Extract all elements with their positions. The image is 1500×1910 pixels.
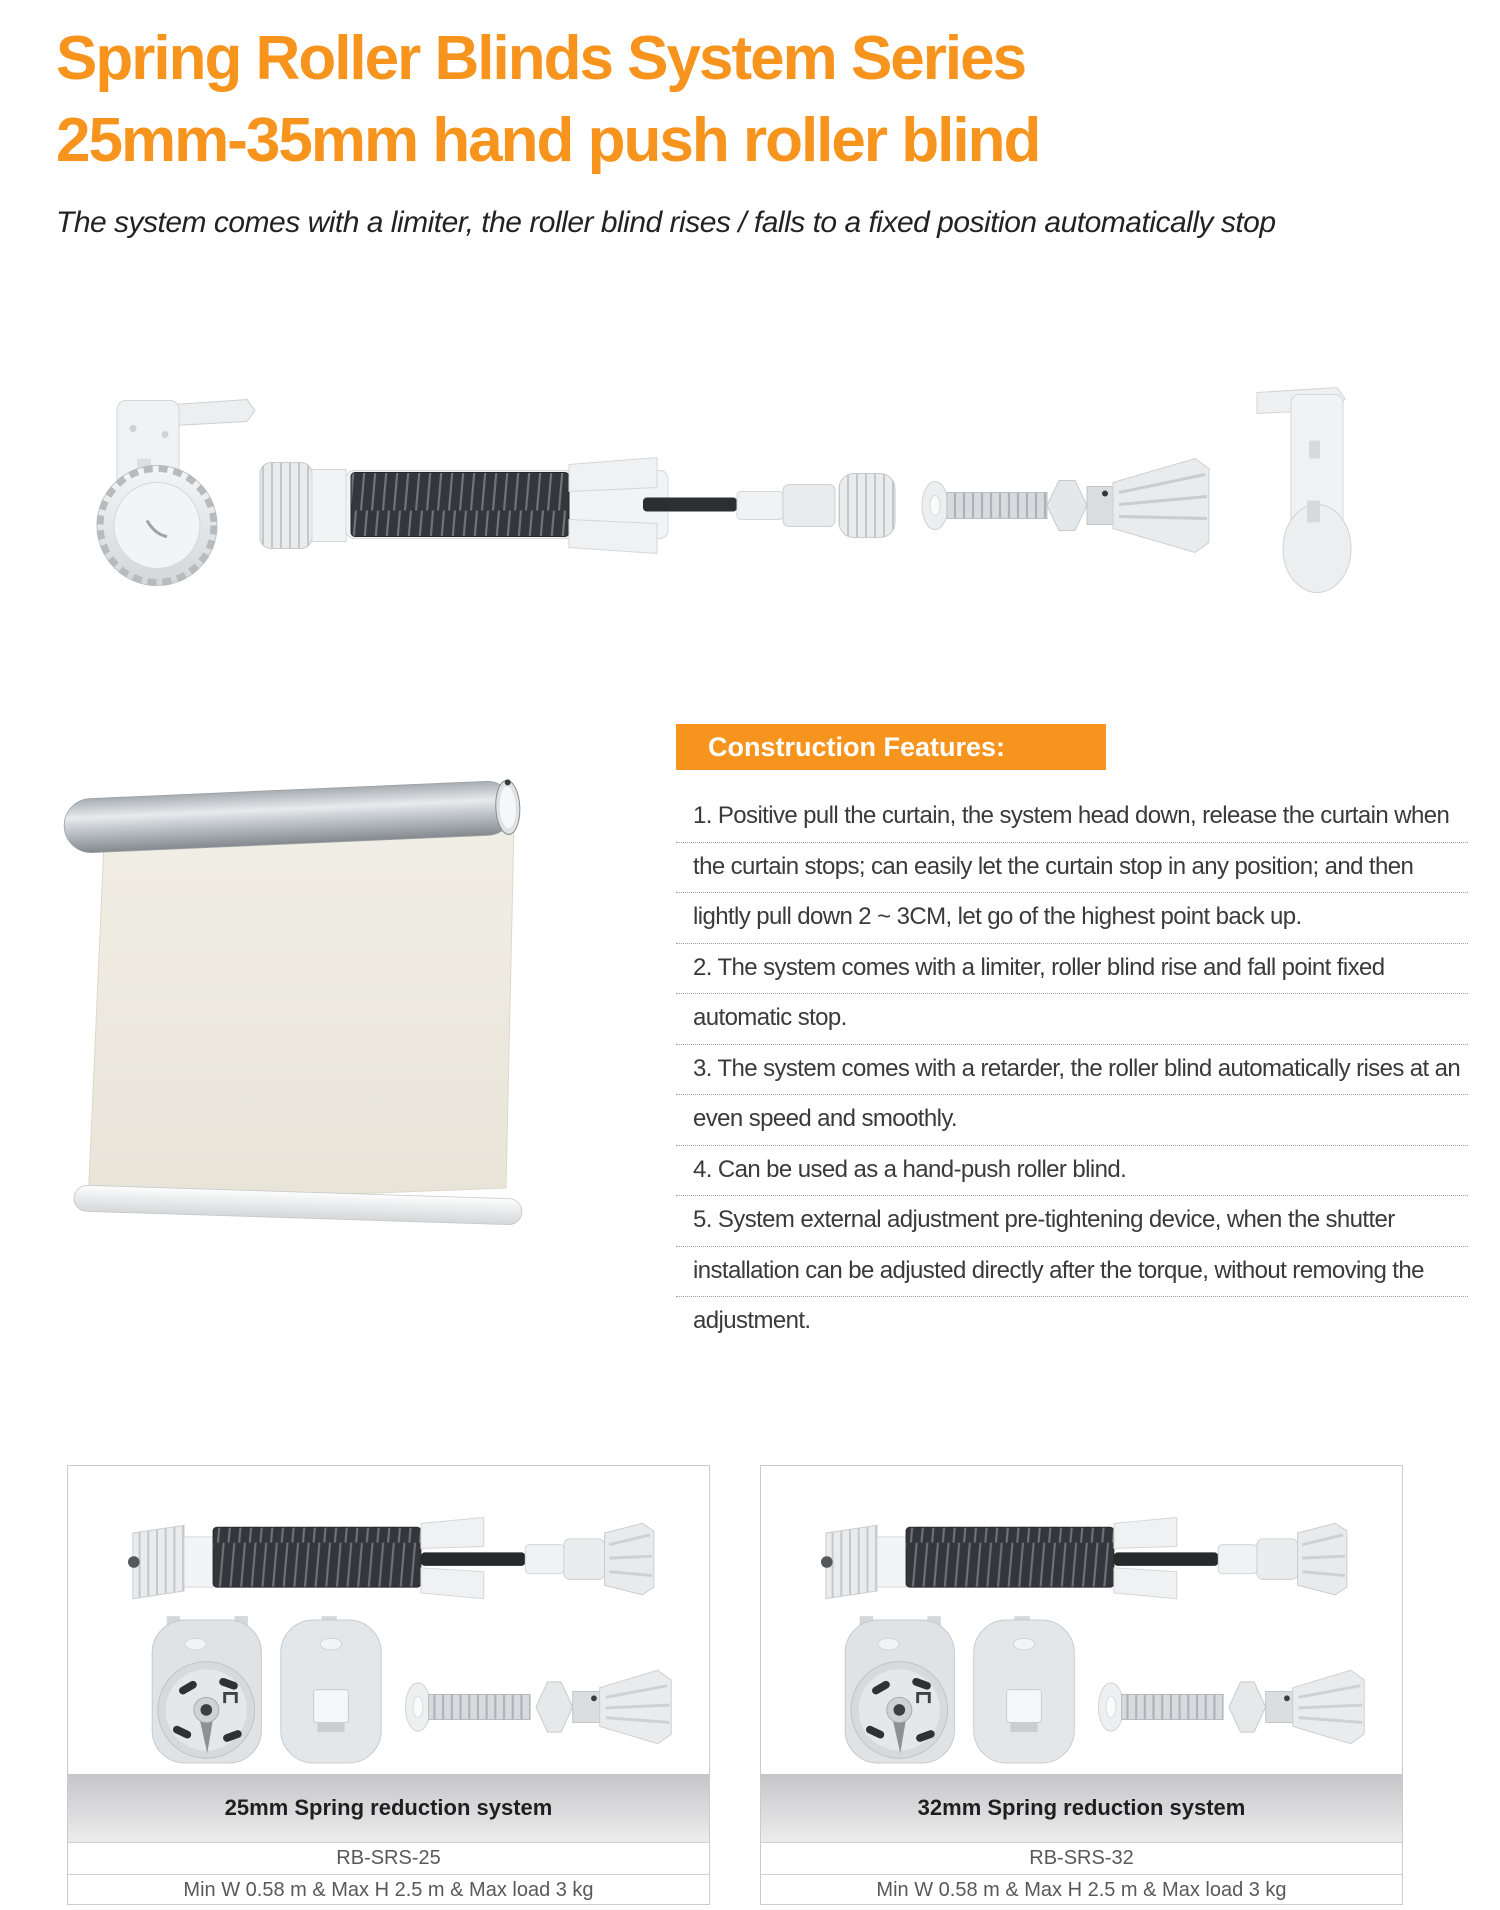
card-model-25mm: RB-SRS-25 — [68, 1842, 709, 1874]
spring-kit-25mm-illustration — [68, 1466, 709, 1774]
feature-line-9: 5. System external adjustment pre-tightening device, when the shutter — [676, 1196, 1468, 1247]
card-title-25mm: 25mm Spring reduction system — [68, 1774, 709, 1842]
exploded-assembly-illustration — [95, 368, 1395, 623]
feature-line-7: even speed and smoothly. — [676, 1095, 1468, 1146]
page-title — [56, 18, 1039, 182]
spring-kit-illustration — [99, 1475, 679, 1765]
feature-line-6: 3. The system comes with a retarder, the roller blind automatically rises at an — [676, 1045, 1468, 1096]
page-title-line2: 25mm-35mm hand push roller blind — [56, 106, 1040, 175]
feature-line-4: 2. The system comes with a limiter, roller blind rise and fall point fixed — [676, 944, 1468, 995]
feature-line-1: 1. Positive pull the curtain, the system head down, release the curtain when — [676, 792, 1468, 843]
feature-line-8: 4. Can be used as a hand-push roller blind. — [676, 1146, 1468, 1197]
spring-kit-illustration — [792, 1475, 1372, 1765]
card-title-32mm: 32mm Spring reduction system — [761, 1774, 1402, 1842]
page-subtitle: The system comes with a limiter, the roller blind rises / falls to a fixed position automatically stop — [56, 206, 1276, 239]
feature-line-5: automatic stop. — [676, 994, 1468, 1045]
card-model-32mm: RB-SRS-32 — [761, 1842, 1402, 1874]
card-specs-32mm: Min W 0.58 m & Max H 2.5 m & Max load 3 kg — [761, 1874, 1402, 1906]
construction-features-banner — [676, 724, 1106, 770]
construction-features-list — [676, 792, 1468, 1348]
roller-blind-illustration — [58, 772, 538, 1242]
feature-line-2: the curtain stops; can easily let the curtain stop in any position; and then — [676, 843, 1468, 894]
feature-line-10: installation can be adjusted directly after the torque, without removing the — [676, 1247, 1468, 1298]
construction-features-heading: Construction Features: — [708, 731, 1006, 762]
card-specs-25mm: Min W 0.58 m & Max H 2.5 m & Max load 3 kg — [68, 1874, 709, 1906]
product-card-25mm — [67, 1465, 710, 1905]
product-card-32mm — [760, 1465, 1403, 1905]
page-title-line1: Spring Roller Blinds System Series — [56, 24, 1026, 93]
spring-kit-32mm-illustration — [761, 1466, 1402, 1774]
feature-line-3: lightly pull down 2 ~ 3CM, let go of the highest point back up. — [676, 893, 1468, 944]
feature-line-11: adjustment. — [693, 1307, 811, 1334]
